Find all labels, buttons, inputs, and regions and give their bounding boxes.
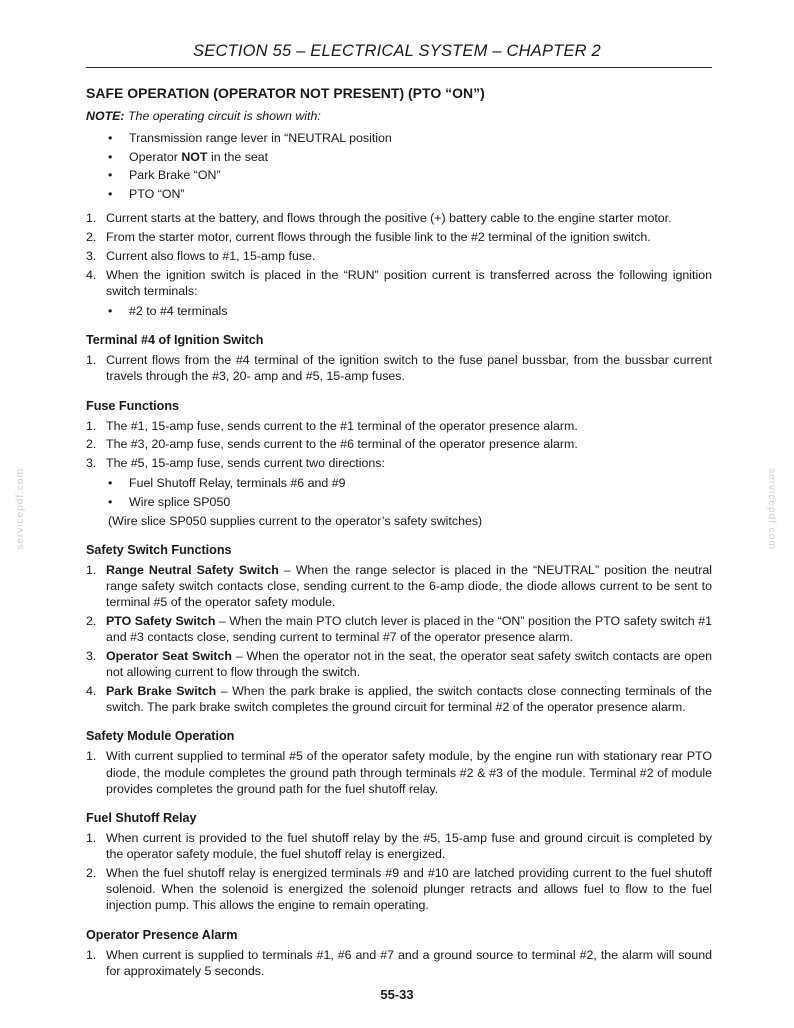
list-item: 2. When the fuel shutoff relay is energized terminals #9 and #10 are latched providing current to the fuel shutoff solenoid. When the solenoid is energized the solenoid plunger retracts and allows fuel to flow to the fuel injection pump. This allows the engine to remain operating. <box>86 866 712 913</box>
list-item: 2. The #3, 20-amp fuse, sends current to the #6 terminal of the operator presence alarm. <box>86 437 578 452</box>
watermark-right: servicepdf.com <box>766 468 778 550</box>
heading-terminal4: Terminal #4 of Ignition Switch <box>86 333 264 348</box>
bullet-dot: • <box>108 303 113 318</box>
bullet-dot: • <box>108 186 113 201</box>
note <box>86 108 712 124</box>
page-header: SECTION 55 – ELECTRICAL SYSTEM – CHAPTER 2 <box>193 42 601 60</box>
fuse-list <box>86 418 712 472</box>
fuse-directions <box>86 475 712 510</box>
alarm-list <box>86 947 712 979</box>
list-item: 1. Current flows from the #4 terminal of the ignition switch to the fuse panel bussbar, from the bussbar current travels through the #3, 20- amp and #5, 15-amp fuses. <box>86 353 712 384</box>
note-label: NOTE: <box>86 109 125 123</box>
heading-fuse-functions: Fuse Functions <box>86 398 180 413</box>
page-number: 55-33 <box>380 987 414 1002</box>
list-item: 3. Operator Seat Switch – When the operator not in the seat, the operator seat safety switch contacts are open not allowing current to flow through the switch. <box>86 648 712 680</box>
section-title: SAFE OPERATION (OPERATOR NOT PRESENT) (PTO “ON”) <box>86 85 485 101</box>
heading-fuel-shutoff-relay: Fuel Shutoff Relay <box>86 811 197 825</box>
bullet-dot: • <box>108 494 113 509</box>
bullet-dot: • <box>108 131 113 146</box>
list-item: 2. PTO Safety Switch – When the main PTO clutch lever is placed in the “ON” position the PTO safety switch #1 and #3 contacts close, sending current to terminal #7 of the operator presence alarm. <box>86 613 712 645</box>
safety-switch-list <box>86 562 712 716</box>
list-item: 2. From the starter motor, current flows through the fusible link to the #2 terminal of the ignition switch. <box>86 229 651 244</box>
note-text: The operating circuit is shown with: <box>124 109 321 123</box>
condition-list <box>86 130 712 202</box>
heading-safety-switch: Safety Switch Functions <box>86 542 232 557</box>
condition-item: • Operator NOT in the seat <box>108 149 269 164</box>
page-content <box>86 84 712 982</box>
heading-presence-alarm: Operator Presence Alarm <box>86 927 238 942</box>
list-item: 1. The #1, 15-amp fuse, sends current to the #1 terminal of the operator presence alarm. <box>86 418 578 433</box>
heading-safety-module: Safety Module Operation <box>86 729 235 744</box>
list-item: 1. Range Neutral Safety Switch – When the range selector is placed in the “NEUTRAL” position the neutral range safety switch contacts close, sending current to the 6-amp diode, the diode allows current to be sent to terminal #5 of the operator safety module. <box>86 562 712 610</box>
condition-item: • PTO “ON” <box>108 186 185 201</box>
bullet-dot: • <box>108 149 113 164</box>
condition-item: • Transmission range lever in “NEUTRAL position <box>108 131 392 146</box>
list-item: 1. When current is supplied to terminals #1, #6 and #7 and a ground source to terminal #2, the alarm will sound for approximately 5 seconds. <box>86 947 712 978</box>
header-rule <box>86 67 712 68</box>
list-item: 3. The #5, 15-amp fuse, sends current two directions: <box>86 456 385 471</box>
terminal-item: • #2 to #4 terminals <box>108 303 228 318</box>
terminal4-list <box>86 352 712 384</box>
list-item: 4. Park Brake Switch – When the park brake is applied, the switch contacts close connecting terminals of the switch. The park brake switch completes the ground circuit for terminal #2 of the operator presence alarm. <box>86 683 712 715</box>
condition-item: • Park Brake “ON” <box>108 168 221 183</box>
circuit-steps <box>86 210 712 299</box>
list-item: 4. When the ignition switch is placed in the “RUN” position current is transferred across the following ignition switch terminals: <box>86 267 712 298</box>
list-item: 1. With current supplied to terminal #5 of the operator safety module, by the engine run with stationary rear PTO diode, the module completes the ground path through terminals #2 & #3 of the module. Terminal #2 of module provides completes the ground path for the fuel shutoff relay. <box>86 749 712 796</box>
direction-item: • Fuel Shutoff Relay, terminals #6 and #9 <box>108 476 346 491</box>
relay-list <box>86 830 712 914</box>
bullet-dot: • <box>108 476 113 491</box>
list-item: 1. When current is provided to the fuel shutoff relay by the #5, 15-amp fuse and ground circuit is completed by the operator safety module, the fuel shutoff relay is energized. <box>86 831 712 862</box>
direction-item: • Wire splice SP050 <box>108 494 231 509</box>
bullet-dot: • <box>108 168 113 183</box>
list-item: 3. Current also flows to #1, 15-amp fuse. <box>86 248 316 263</box>
list-item: 1. Current starts at the battery, and flows through the positive (+) battery cable to the engine starter motor. <box>86 211 672 226</box>
terminal-list <box>86 303 712 319</box>
fuse-note: (Wire slice SP050 supplies current to the operator’s safety switches) <box>108 513 483 528</box>
module-list <box>86 748 712 797</box>
watermark-left: servicepdf.com <box>14 468 26 550</box>
